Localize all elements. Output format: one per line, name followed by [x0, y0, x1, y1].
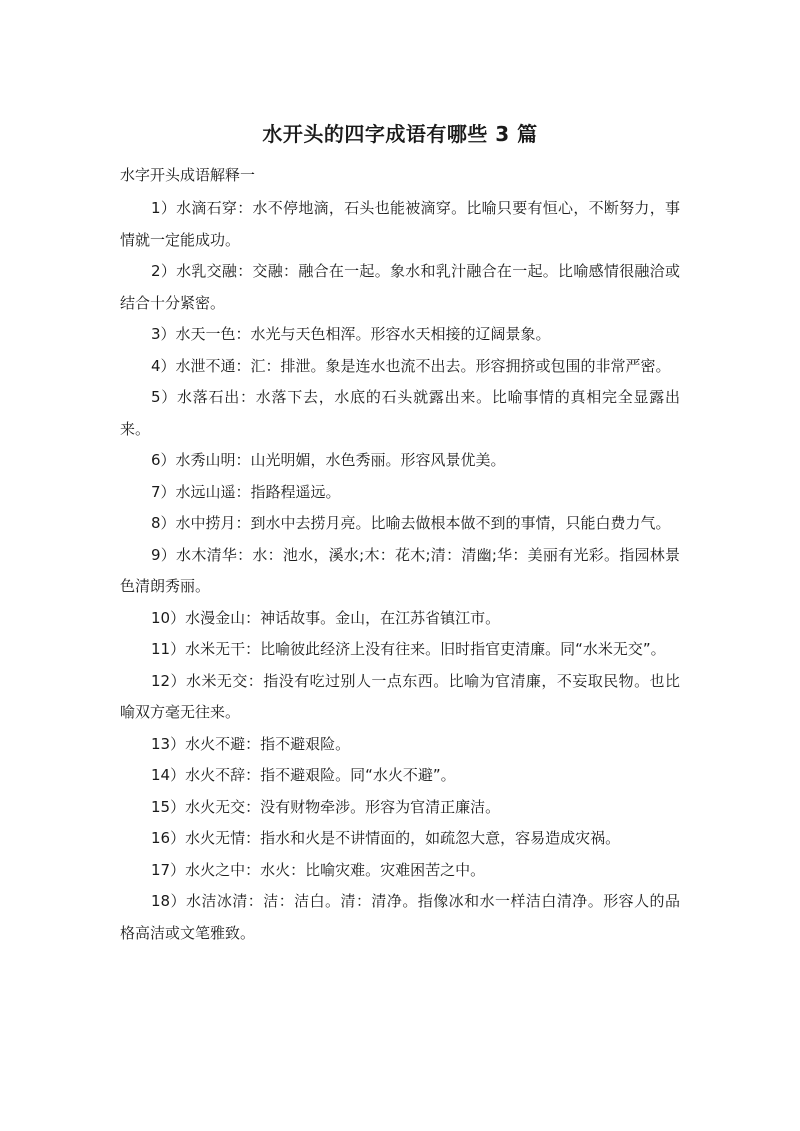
page-title: 水开头的四字成语有哪些 3 篇 [262, 122, 538, 146]
idiom-entry-4: 4）水泄不通：汇：排泄。象是连水也流不出去。形容拥挤或包围的非常严密。 [151, 356, 671, 375]
idiom-entry-11: 11）水米无干：比喻彼此经济上没有往来。旧时指官吏清廉。同“水米无交”。 [151, 640, 666, 658]
idiom-entry-3: 3）水天一色：水光与天色相浑。形容水天相接的辽阔景象。 [151, 325, 551, 343]
idiom-entry-7: 7）水远山遥：指路程遥远。 [151, 482, 341, 501]
idiom-entry-8: 8）水中捞月：到水中去捞月亮。比喻去做根本做不到的事情，只能白费力气。 [151, 514, 671, 532]
idiom-entry-9: 9）水木清华：水：池水，溪水;木：花木;清：清幽;华：美丽有光彩。指园林景色清朗秀丽。 [120, 545, 680, 595]
idiom-entry-16: 16）水火无情：指水和火是不讲情面的，如疏忽大意，容易造成灾祸。 [151, 829, 621, 847]
idiom-entry-5: 5）水落石出：水落下去，水底的石头就露出来。比喻事情的真相完全显露出来。 [120, 388, 680, 438]
idiom-entry-10: 10）水漫金山：神话故事。金山，在江苏省镇江市。 [151, 608, 501, 627]
idiom-list [120, 193, 680, 949]
idiom-entry-2: 2）水乳交融：交融：融合在一起。象水和乳汁融合在一起。比喻感情很融洽或结合十分紧密。 [120, 262, 680, 312]
idiom-entry-17: 17）水火之中：水火：比喻灾难。灾难困苦之中。 [151, 860, 486, 879]
section-heading: 水字开头成语解释一 [120, 166, 256, 184]
idiom-entry-12: 12）水米无交：指没有吃过别人一点东西。比喻为官清廉，不妄取民物。也比喻双方毫无往来。 [120, 671, 680, 721]
idiom-entry-18: 18）水洁冰清：洁：洁白。清：清净。指像冰和水一样洁白清净。形容人的品格高洁或文笔雅致。 [120, 892, 680, 942]
idiom-entry-14: 14）水火不辞：指不避艰险。同“水火不避”。 [151, 766, 456, 784]
idiom-entry-13: 13）水火不避：指不避艰险。 [151, 734, 351, 753]
idiom-entry-1: 1）水滴石穿：水不停地滴，石头也能被滴穿。比喻只要有恒心，不断努力，事情就一定能成功。 [120, 199, 680, 249]
idiom-entry-6: 6）水秀山明：山光明媚，水色秀丽。形容风景优美。 [151, 451, 506, 469]
idiom-entry-15: 15）水火无交：没有财物牵涉。形容为官清正廉洁。 [151, 797, 501, 816]
